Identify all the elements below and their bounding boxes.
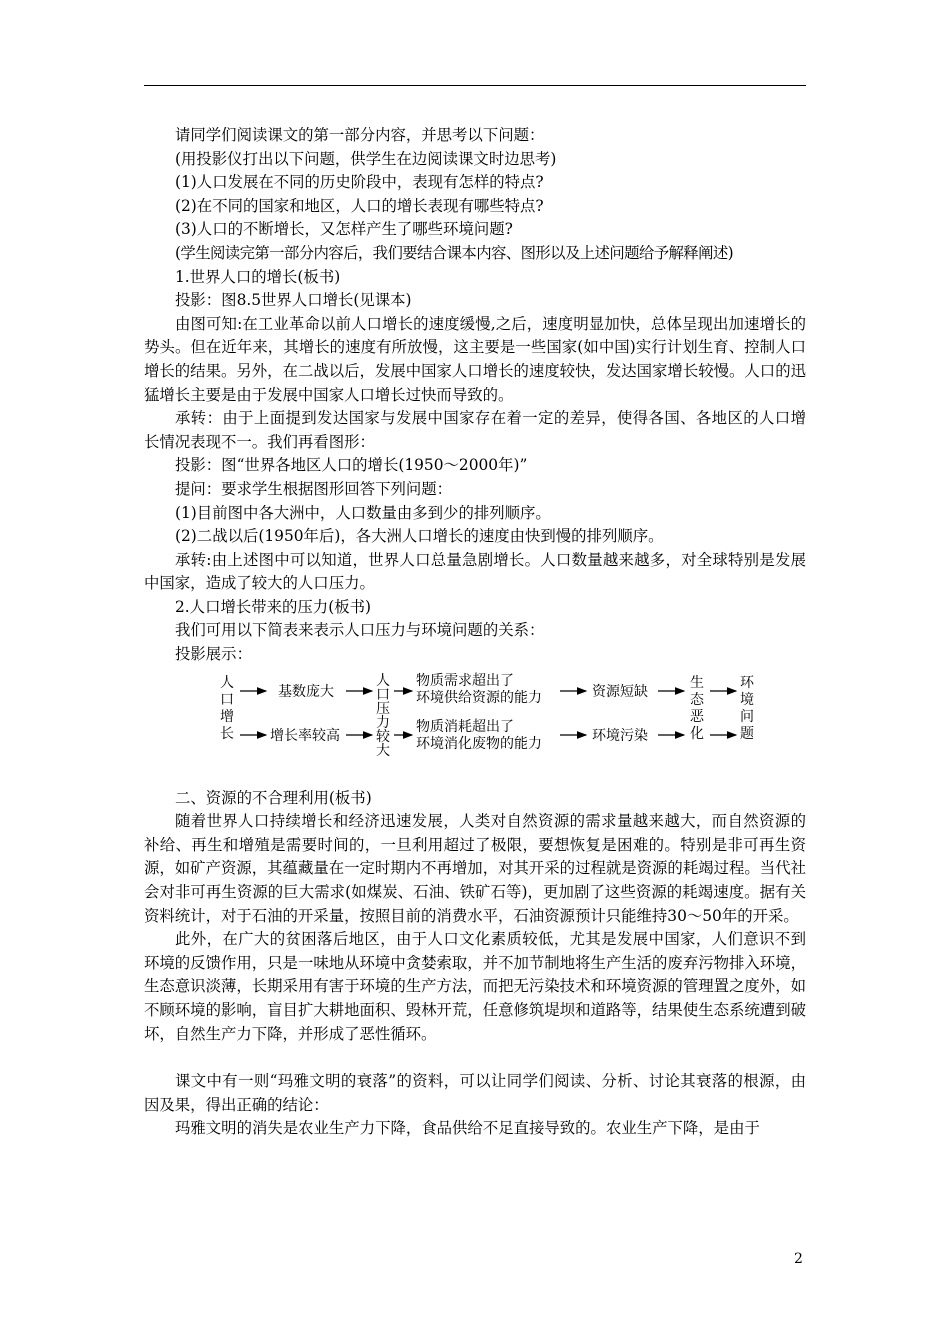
paragraph: (学生阅读完第一部分内容后，我们要结合课本内容、图形以及上述问题给予解释阐述): [175, 243, 734, 262]
material-demand-line2: 环境供给资源的能力: [416, 689, 542, 706]
problem-char: 环: [740, 674, 754, 691]
paragraph: 玛雅文明的消失是农业生产力下降，食品供给不足直接导致的。农业生产下降，是由于: [175, 1119, 760, 1138]
pressure-char: 口: [376, 686, 390, 703]
paragraph: 此外，在广大的贫困落后地区，由于人口文化素质较低，尤其是发展中国家，人们意识不到环境的反馈作用，只是一味地从环境中贪婪索取，并不加节制地将生产生活的废弃污物排入环境，生态意识淡薄，长期采用有害于环境的生产方法，而把无污染技术和环境资源的管理置之度外，如不顾环境的影响，盲目扩大耕地面积、毁林开荒，任意修筑堤坝和道路等，结果使生态系统遭到破坏，自然生产力下降，并形成了恶性循环。: [144, 930, 806, 1043]
blank-line: [144, 1046, 806, 1070]
paragraph: 投影：图8.5世界人口增长(见课本): [175, 291, 412, 310]
pressure-char: 大: [376, 742, 390, 759]
paragraph: 随着世界人口持续增长和经济迅速发展，人类对自然资源的需求量越来越大，而自然资源的补给、再生和增殖是需要时间的，一旦利用超过了极限，要想恢复是困难的。特别是非可再生资源，如矿产资源，其蕴藏量在一定时期内不再增加，对其开采的过程就是资源的耗竭过程。当代社会对非可再生资源的巨大需求(如煤炭、石油、铁矿石等)，更加剧了这些资源的耗竭速度。据有关资料统计，对于石油的开采量，按照目前的消费水平，石油资源预计只能维持30～50年的开采。: [144, 812, 806, 925]
population-char: 人: [220, 674, 234, 691]
resource-section: [144, 787, 806, 1047]
population-char: 口: [220, 691, 234, 708]
paragraph: (2)在不同的国家和地区，人口的增长表现有哪些特点?: [175, 196, 544, 215]
environment-pollution-label: 环境污染: [592, 727, 648, 744]
paragraph: (3)人口的不断增长，又怎样产生了哪些环境问题?: [175, 220, 513, 239]
material-consume-line2: 环境消化废物的能力: [416, 735, 542, 752]
population-char: 长: [220, 725, 234, 742]
resource-shortage-label: 资源短缺: [592, 683, 648, 700]
material-consume-line1: 物质消耗超出了: [416, 718, 514, 735]
paragraph: 提问：要求学生根据图形回答下列问题：: [175, 479, 453, 498]
pressure-char: 人: [376, 672, 390, 689]
page-number: 2: [794, 1251, 803, 1267]
eco-char: 生: [690, 674, 704, 691]
document-body: [144, 124, 806, 1141]
paragraph: 我们可用以下简表来表示人口压力与环境问题的关系：: [175, 621, 545, 640]
paragraph: (2)二战以后(1950年后)，各大洲人口增长的速度由快到慢的排列顺序。: [175, 527, 664, 546]
problem-char: 问: [740, 708, 754, 725]
pressure-char: 较: [376, 728, 390, 745]
paragraph: 承转:由上述图中可以知道，世界人口总量急剧增长。人口数量越来越多，对全球特别是发展中国家，造成了较大的人口压力。: [144, 550, 806, 593]
problem-char: 题: [740, 725, 754, 742]
eco-char: 化: [690, 725, 704, 742]
eco-char: 恶: [690, 708, 704, 725]
material-demand-line1: 物质需求超出了: [416, 672, 514, 689]
header-rule: [144, 85, 806, 86]
growth-rate-label: 增长率较高: [270, 727, 340, 744]
population-char: 增: [220, 708, 234, 725]
pressure-char: 力: [376, 714, 390, 731]
maya-section: [144, 1070, 806, 1141]
base-large-label: 基数庞大: [278, 683, 334, 700]
flow-diagram: [214, 671, 774, 761]
paragraph: 投影：图“世界各地区人口的增长(1950～2000年)”: [175, 456, 528, 475]
section-heading: 二、资源的不合理利用(板书): [175, 788, 372, 807]
paragraph: 承转：由于上面提到发达国家与发展中国家存在着一定的差异，使得各国、各地区的人口增长情况表现不一。我们再看图形：: [144, 409, 806, 451]
paragraph: (用投影仪打出以下问题，供学生在边阅读课文时边思考): [175, 149, 557, 168]
problem-char: 境: [740, 691, 754, 708]
section-heading: 2.人口增长带来的压力(板书): [175, 597, 371, 616]
paragraph: 课文中有一则“玛雅文明的衰落”的资料，可以让同学们阅读、分析、讨论其衰落的根源，由因及果，得出正确的结论：: [144, 1072, 806, 1114]
top-section: [144, 124, 806, 667]
paragraph: 投影展示：: [175, 645, 252, 664]
paragraph: (1)人口发展在不同的历史阶段中，表现有怎样的特点?: [175, 173, 544, 192]
section-heading: 1.世界人口的增长(板书): [175, 267, 341, 286]
paragraph: 由图可知:在工业革命以前人口增长的速度缓慢,之后，速度明显加快，总体呈现出加速增长的势头。但在近年来，其增长的速度有所放慢，这主要是一些国家(如中国)实行计划生育、控制人口增长的结果。另外，在二战以后，发展中国家人口增长的速度较快，发达国家增长较慢。人口的迅猛增长主要是由于发展中国家人口增长过快而导致的。: [144, 314, 807, 404]
paragraph: (1)目前图中各大洲中，人口数量由多到少的排列顺序。: [175, 503, 551, 522]
pressure-char: 压: [376, 700, 390, 717]
paragraph: 请同学们阅读课文的第一部分内容，并思考以下问题：: [175, 126, 545, 144]
eco-char: 态: [690, 691, 704, 708]
population-pressure-diagram: [144, 671, 806, 761]
